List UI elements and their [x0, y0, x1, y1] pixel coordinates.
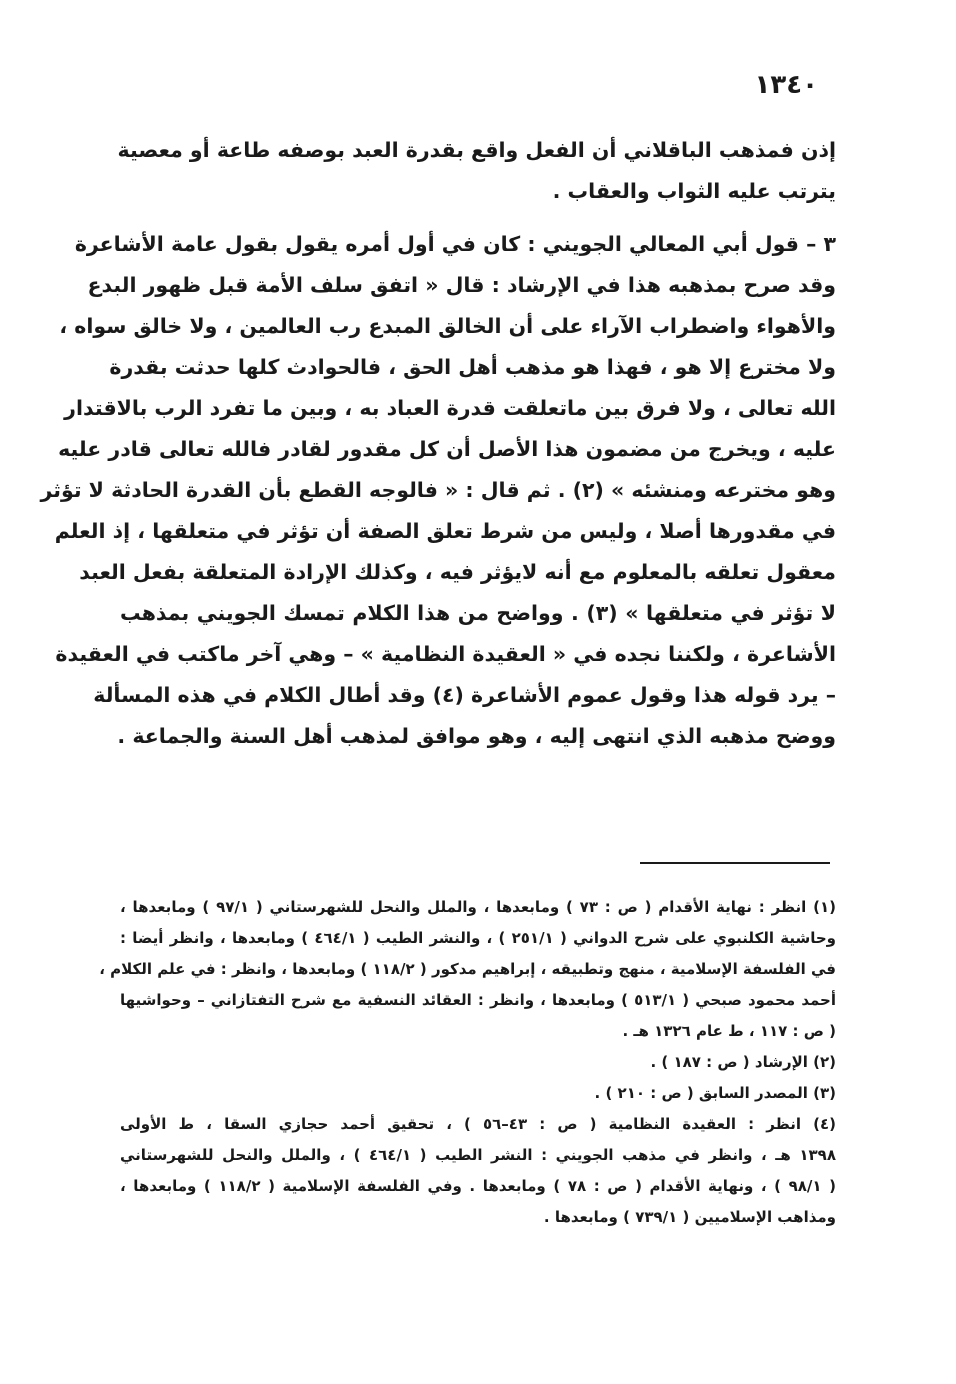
- footnote-line: ( ٩٨/١ ) ، ونهاية الأقدام ( ص : ٧٨ ) ومابعدها . وفي الفلسفة الإسلامية ( ١١٨/٢ ) ومابعدها ،: [120, 1177, 837, 1195]
- text-line: إذن فمذهب الباقلاني أن الفعل واقع بقدرة العبد بوصفه طاعة أو معصية: [117, 138, 836, 162]
- footnote-line: أحمد محمود صبحي ( ٥١٣/١ ) ومابعدها ، وانظر : العقائد النسفية مع شرح التفتازاني – وحواشيها: [120, 991, 836, 1009]
- text-line: في مقدورها أصلا ، وليس من شرط تعلق الصفة أن تؤثر في متعلقها ، إذ العلم: [54, 519, 836, 543]
- text-line: ولا مخترع إلا هو ، فهذا هو مذهب أهل الحق ، فالحوادث كلها حدثت بقدرة: [109, 355, 836, 379]
- footnote-line: وحاشية الكلنبوي على شرح الدواني ( ٢٥١/١ ) ، والنشر الطيب ( ٤٦٤/١ ) ومابعدها ، وانظر أيضا :: [120, 929, 837, 947]
- text-line: – يرد قوله هذا وقول عموم الأشاعرة (٤) وقد أطال الكلام في هذه المسألة: [93, 683, 836, 707]
- text-line: الله تعالى ، ولا فرق بين ماتعلقت قدرة العباد به ، وبين ما تفرد الرب بالاقتدار: [64, 396, 836, 420]
- footnote-line: (٢) الإرشاد ( ص : ١٨٧ ) .: [650, 1053, 836, 1071]
- text-line: عليه ، ويخرج من مضمون هذا الأصل أن كل مقدور لقادر فالله تعالى قادر عليه: [58, 437, 836, 461]
- main-text: [40, 130, 836, 757]
- text-line: الأشاعرة ، ولكننا نجده في « العقيدة النظامية » – وهي آخر ماكتب في العقيدة: [55, 642, 836, 666]
- footnote-line: (١) انظر : نهاية الأقدام ( ص : ٧٣ ) ومابعدها ، والملل والنحل للشهرستاني ( ٩٧/١ ) ومابعدها ،: [120, 898, 836, 916]
- text-line: يترتب عليه الثواب والعقاب .: [552, 179, 836, 203]
- text-line: معقول تعلقه بالمعلوم مع أنه لايؤثر فيه ، وكذلك الإرادة المتعلقة بفعل العبد: [79, 560, 836, 584]
- footnote-line: ١٣٩٨ هـ ، وانظر في مذهب الجويني : النشر الطيب ( ٤٦٤/١ ) ، والملل والنحل للشهرستاني: [120, 1146, 836, 1164]
- text-line: لا تؤثر في متعلقها » (٣) . وواضح من هذا الكلام تمسك الجويني بمذهب: [120, 601, 836, 625]
- footnote-line: ( ص : ١١٧ ، ط عام ١٣٢٦ هـ .: [622, 1022, 836, 1040]
- page-number: ١٣٤٠: [754, 70, 818, 100]
- text-line: وقد صرح بمذهبه هذا في الإرشاد : قال « اتفق سلف الأمة قبل ظهور البدع: [87, 273, 836, 297]
- text-line: وهو مخترعه ومنشئه » (٢) . ثم قال : « فالوجه القطع بأن القدرة الحادثة لا تؤثر: [40, 478, 836, 502]
- text-line: ووضح مذهبه الذي انتهى إليه ، وهو موافق لمذهب أهل السنة والجماعة .: [117, 724, 836, 748]
- footnote-line: ومذاهب الإسلاميين ( ٧٣٩/١ ) ومابعدها .: [543, 1208, 836, 1226]
- footnote-line: (٣) المصدر السابق ( ص : ٢١٠ ) .: [594, 1084, 836, 1102]
- paragraph-2: [40, 224, 836, 757]
- text-line: والأهواء واضطراب الآراء على أن الخالق المبدع رب العالمين ، ولا خالق سواه ،: [59, 314, 836, 338]
- footnotes: [99, 892, 837, 1233]
- footnote-divider: [640, 862, 830, 864]
- footnote-line: في الفلسفة الإسلامية ، منهج وتطبيقه ، إبراهيم مدكور ( ١١٨/٢ ) ومابعدها ، وانظر : في علم الكلام ،: [99, 960, 836, 978]
- text-line: ٣ – قول أبي المعالي الجويني : كان في أول أمره يقول بقول عامة الأشاعرة: [74, 232, 836, 256]
- paragraph-1: [117, 130, 836, 212]
- footnote-line: (٤) انظر : العقيدة النظامية ( ص : ٤٣–٥٦ ) ، تحقيق أحمد حجازي السقا ، ط الأولى: [120, 1115, 836, 1133]
